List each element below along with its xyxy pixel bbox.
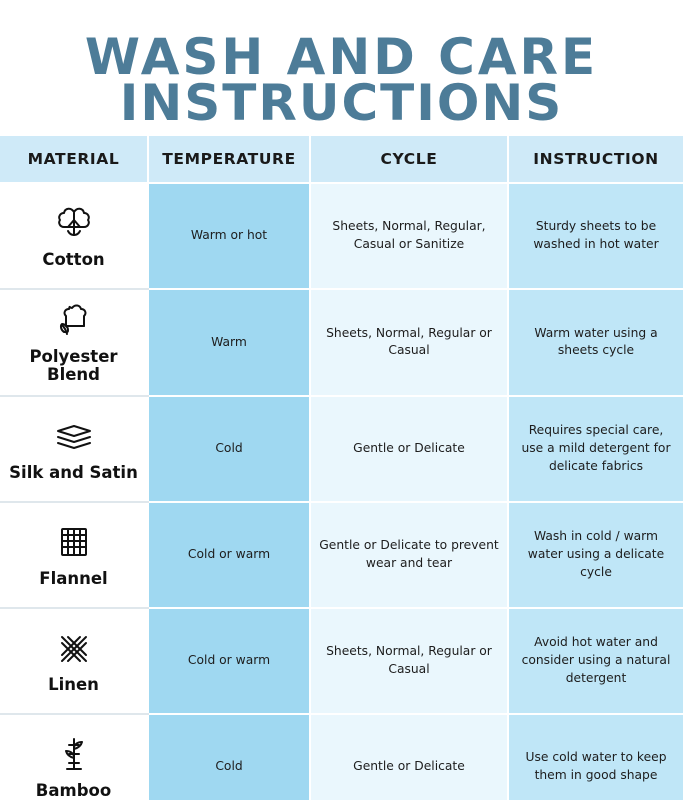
instruction-cell: Use cold water to keep them in good shape: [508, 714, 683, 800]
temperature-cell: Cold: [148, 714, 310, 800]
cycle-cell: Sheets, Normal, Regular or Casual: [310, 289, 508, 396]
material-cell-bamboo: [0, 714, 148, 800]
flannel-grid-icon: [51, 522, 97, 564]
table-header-row: [0, 136, 683, 183]
material-name: Bamboo: [35, 780, 112, 800]
instruction-cell: Warm water using a sheets cycle: [508, 289, 683, 396]
cotton-boll-icon: [51, 203, 97, 245]
cycle-cell: Gentle or Delicate: [310, 396, 508, 502]
instruction-cell: Sturdy sheets to be washed in hot water: [508, 183, 683, 289]
instruction-cell: Avoid hot water and consider using a natural detergent: [508, 608, 683, 714]
material-cell-polyester-blend: [0, 289, 148, 396]
cycle-cell: Sheets, Normal, Regular or Casual: [310, 608, 508, 714]
material-cell-flannel: [0, 502, 148, 608]
care-instructions-table: [0, 136, 683, 800]
table-row: [0, 608, 683, 714]
cycle-cell: Gentle or Delicate: [310, 714, 508, 800]
instruction-cell: Wash in cold / warm water using a delicate cycle: [508, 502, 683, 608]
temperature-cell: Cold: [148, 396, 310, 502]
column-header-cycle: CYCLE: [310, 136, 508, 183]
instruction-cell: Requires special care, use a mild detergent for delicate fabrics: [508, 396, 683, 502]
material-name: Silk and Satin: [9, 462, 138, 482]
folded-fabric-icon: [51, 416, 97, 458]
table-row: [0, 289, 683, 396]
material-name: Polyester Blend: [29, 347, 118, 385]
material-name: Flannel: [39, 568, 108, 588]
material-name: Linen: [48, 674, 99, 694]
temperature-cell: Cold or warm: [148, 608, 310, 714]
bamboo-stalk-icon: [51, 734, 97, 776]
cycle-cell: Gentle or Delicate to prevent wear and tear: [310, 502, 508, 608]
page-title: [0, 0, 683, 136]
linen-weave-icon: [51, 628, 97, 670]
cycle-cell: Sheets, Normal, Regular, Casual or Sanitize: [310, 183, 508, 289]
column-header-instruction: INSTRUCTION: [508, 136, 683, 183]
material-name: Cotton: [42, 249, 105, 269]
table-row: [0, 714, 683, 800]
polyester-blend-leaf-icon: [51, 300, 97, 342]
table-row: [0, 183, 683, 289]
material-cell-cotton: [0, 183, 148, 289]
temperature-cell: Warm or hot: [148, 183, 310, 289]
title-line-1: WASH AND CARE: [84, 28, 599, 86]
material-cell-linen: [0, 608, 148, 714]
column-header-material: MATERIAL: [0, 136, 148, 183]
table-row: [0, 396, 683, 502]
material-cell-silk-and-satin: [0, 396, 148, 502]
temperature-cell: Warm: [148, 289, 310, 396]
title-line-2: INSTRUCTIONS: [119, 74, 564, 132]
column-header-temperature: TEMPERATURE: [148, 136, 310, 183]
table-row: [0, 502, 683, 608]
temperature-cell: Cold or warm: [148, 502, 310, 608]
